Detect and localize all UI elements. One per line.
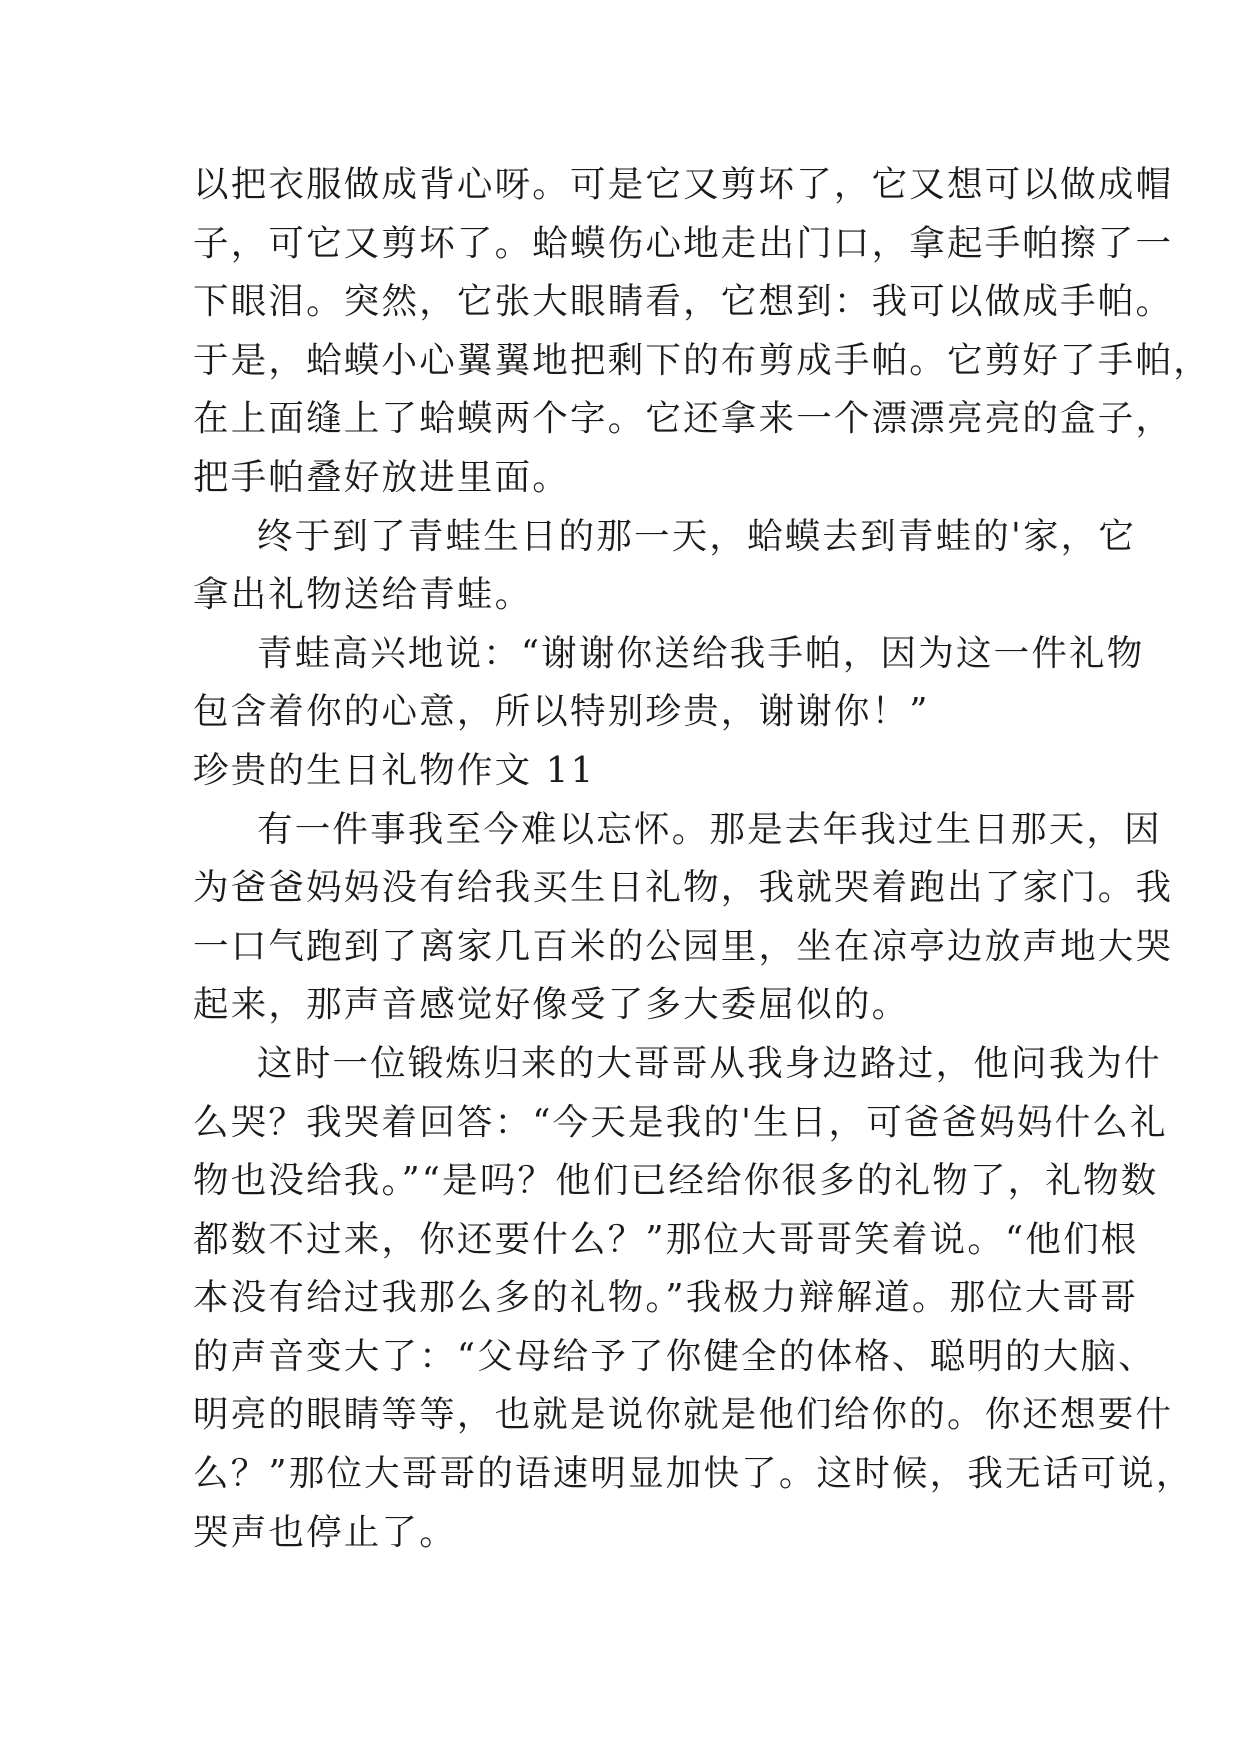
text-line: 起来，那声音感觉好像受了多大委屈似的。 xyxy=(193,984,910,1026)
paragraph-5 xyxy=(193,1035,1194,1562)
paragraph-3 xyxy=(193,625,1145,742)
text-line: 下眼泪。突然，它张大眼睛看，它想到：我可以做成手帕。 xyxy=(193,281,1174,323)
paragraph-1 xyxy=(193,156,1211,508)
essay-text xyxy=(193,156,1211,1562)
text-line: 青蛙高兴地说：“谢谢你送给我手帕，因为这一件礼物 xyxy=(257,632,1145,674)
text-line: 子，可它又剪坏了。蛤蟆伤心地走出门口，拿起手帕擦了一 xyxy=(193,222,1174,264)
text-line: 都数不过来，你还要什么？”那位大哥哥笑着说。“他们根 xyxy=(193,1218,1139,1260)
paragraph-2 xyxy=(193,508,1137,625)
text-line: 拿出礼物送给青蛙。 xyxy=(193,574,533,616)
section-heading: 珍贵的生日礼物作文 11 xyxy=(193,749,596,791)
paragraph-4 xyxy=(193,801,1174,1035)
text-line: 哭声也停止了。 xyxy=(193,1511,457,1553)
text-line: 为爸爸妈妈没有给我买生日礼物，我就哭着跑出了家门。我 xyxy=(193,867,1174,909)
text-line: 物也没给我。”“是吗？他们已经给你很多的礼物了，礼物数 xyxy=(193,1160,1159,1202)
text-line: 于是，蛤蟆小心翼翼地把剩下的布剪成手帕。它剪好了手帕， xyxy=(193,339,1211,381)
text-line: 一口气跑到了离家几百米的公园里，坐在凉亭边放声地大哭 xyxy=(193,925,1174,967)
text-line: 么哭？我哭着回答：“今天是我的'生日，可爸爸妈妈什么礼 xyxy=(193,1101,1168,1143)
text-line: 这时一位锻炼归来的大哥哥从我身边路过，他问我为什 xyxy=(257,1042,1162,1084)
text-line: 把手帕叠好放进里面。 xyxy=(193,456,571,498)
text-line: 以把衣服做成背心呀。可是它又剪坏了，它又想可以做成帽 xyxy=(193,164,1174,205)
text-line: 在上面缝上了蛤蟆两个字。它还拿来一个漂漂亮亮的盒子， xyxy=(193,398,1174,440)
text-line: 有一件事我至今难以忘怀。那是去年我过生日那天，因 xyxy=(257,808,1162,850)
text-line: 本没有给过我那么多的礼物。”我极力辩解道。那位大哥哥 xyxy=(193,1277,1139,1319)
text-line: 明亮的眼睛等等，也就是说你就是他们给你的。你还想要什 xyxy=(193,1394,1174,1436)
text-line: 么？”那位大哥哥的语速明显加快了。这时候，我无话可说， xyxy=(193,1453,1194,1495)
text-line: 的声音变大了：“父母给予了你健全的体格、聪明的大脑、 xyxy=(193,1335,1156,1377)
text-line: 终于到了青蛙生日的那一天，蛤蟆去到青蛙的'家，它 xyxy=(257,515,1137,557)
text-line: 包含着你的心意，所以特别珍贵，谢谢你！” xyxy=(193,691,930,733)
